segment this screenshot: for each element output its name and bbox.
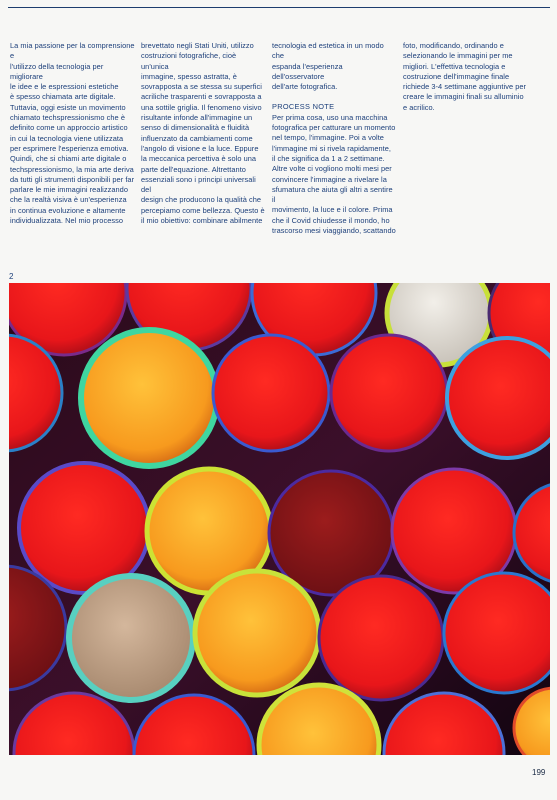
body-paragraph: La mia passione per la comprensione e l'utilizzo della tecnologia per migliorare le idee e le espressioni estetiche è spesso chiamata arte digitale. Tuttavia, oggi esiste un movimento chiamato techspressionismo che è definito come un approccio artistico in cui la tecnologia viene utilizzata per esprimere l'esperienza emotiva. Quindi, che si chiami arte digitale o techspressionismo, la mia arte deriva da tutti gli strumenti disponibili per far parlare le mie immagini realizzando che la realtà visiva è un'esperienza in continua evoluzione e altamente individualizzata. Nel mio processo [10,41,135,226]
figure-number: 2 [9,272,14,281]
text-column-4 [403,41,536,113]
body-paragraph: Per prima cosa, uso una macchina fotografica per catturare un momento nel tempo, l'immagine. Poi a volte l'immagine mi si rivela rapidamente, il che significa da 1 a 2 settimane. Altre volte ci vogliono molti mesi per convincere l'immagine a rivelare la sfumatura che aiuta gli altri a sentire il movimento, la luce e il colore. Prima che il Covid chiudesse il mondo, ho trascorso mesi viaggiando, scattando [272,112,396,236]
body-paragraph: foto, modificando, ordinando e selezionando le immagini per me migliori. L'effettiva tecnologia e costruzione dell'immagine finale richiede 3-4 settimane aggiuntive per creare le immagini finali su alluminio e acrilico. [403,41,527,112]
text-column-2 [141,41,265,226]
top-rule [8,7,550,8]
discs-illustration [9,283,550,755]
body-paragraph: tecnologia ed estetica in un modo che espanda l'esperienza dell'osservatore dell'arte fotografica. [272,41,384,92]
page-number: 199 [532,768,546,777]
body-paragraph: brevettato negli Stati Uniti, utilizzo costruzioni fotografiche, cioè un'unica immagine, spesso astratta, è sovrapposta a se stessa su superfici acriliche trasparenti e sovrapposta a una sottile griglia. Il fenomeno visivo risultante infonde all'immagine un senso di dimensionalità e fluidità influenzato da cambiamenti come l'angolo di visione e la luce. Eppure la meccanica percettiva è solo una parte dell'equazione. Altrettanto essenziali sono i principi universali del design che producono la qualità che percepiamo come bellezza. Questo è il mio obiettivo: combinare abilmente [141,41,265,226]
section-heading: PROCESS NOTE [272,102,335,112]
text-column-3 [272,41,396,236]
text-column-1 [10,41,135,226]
abstract-discs-photo [9,283,550,755]
